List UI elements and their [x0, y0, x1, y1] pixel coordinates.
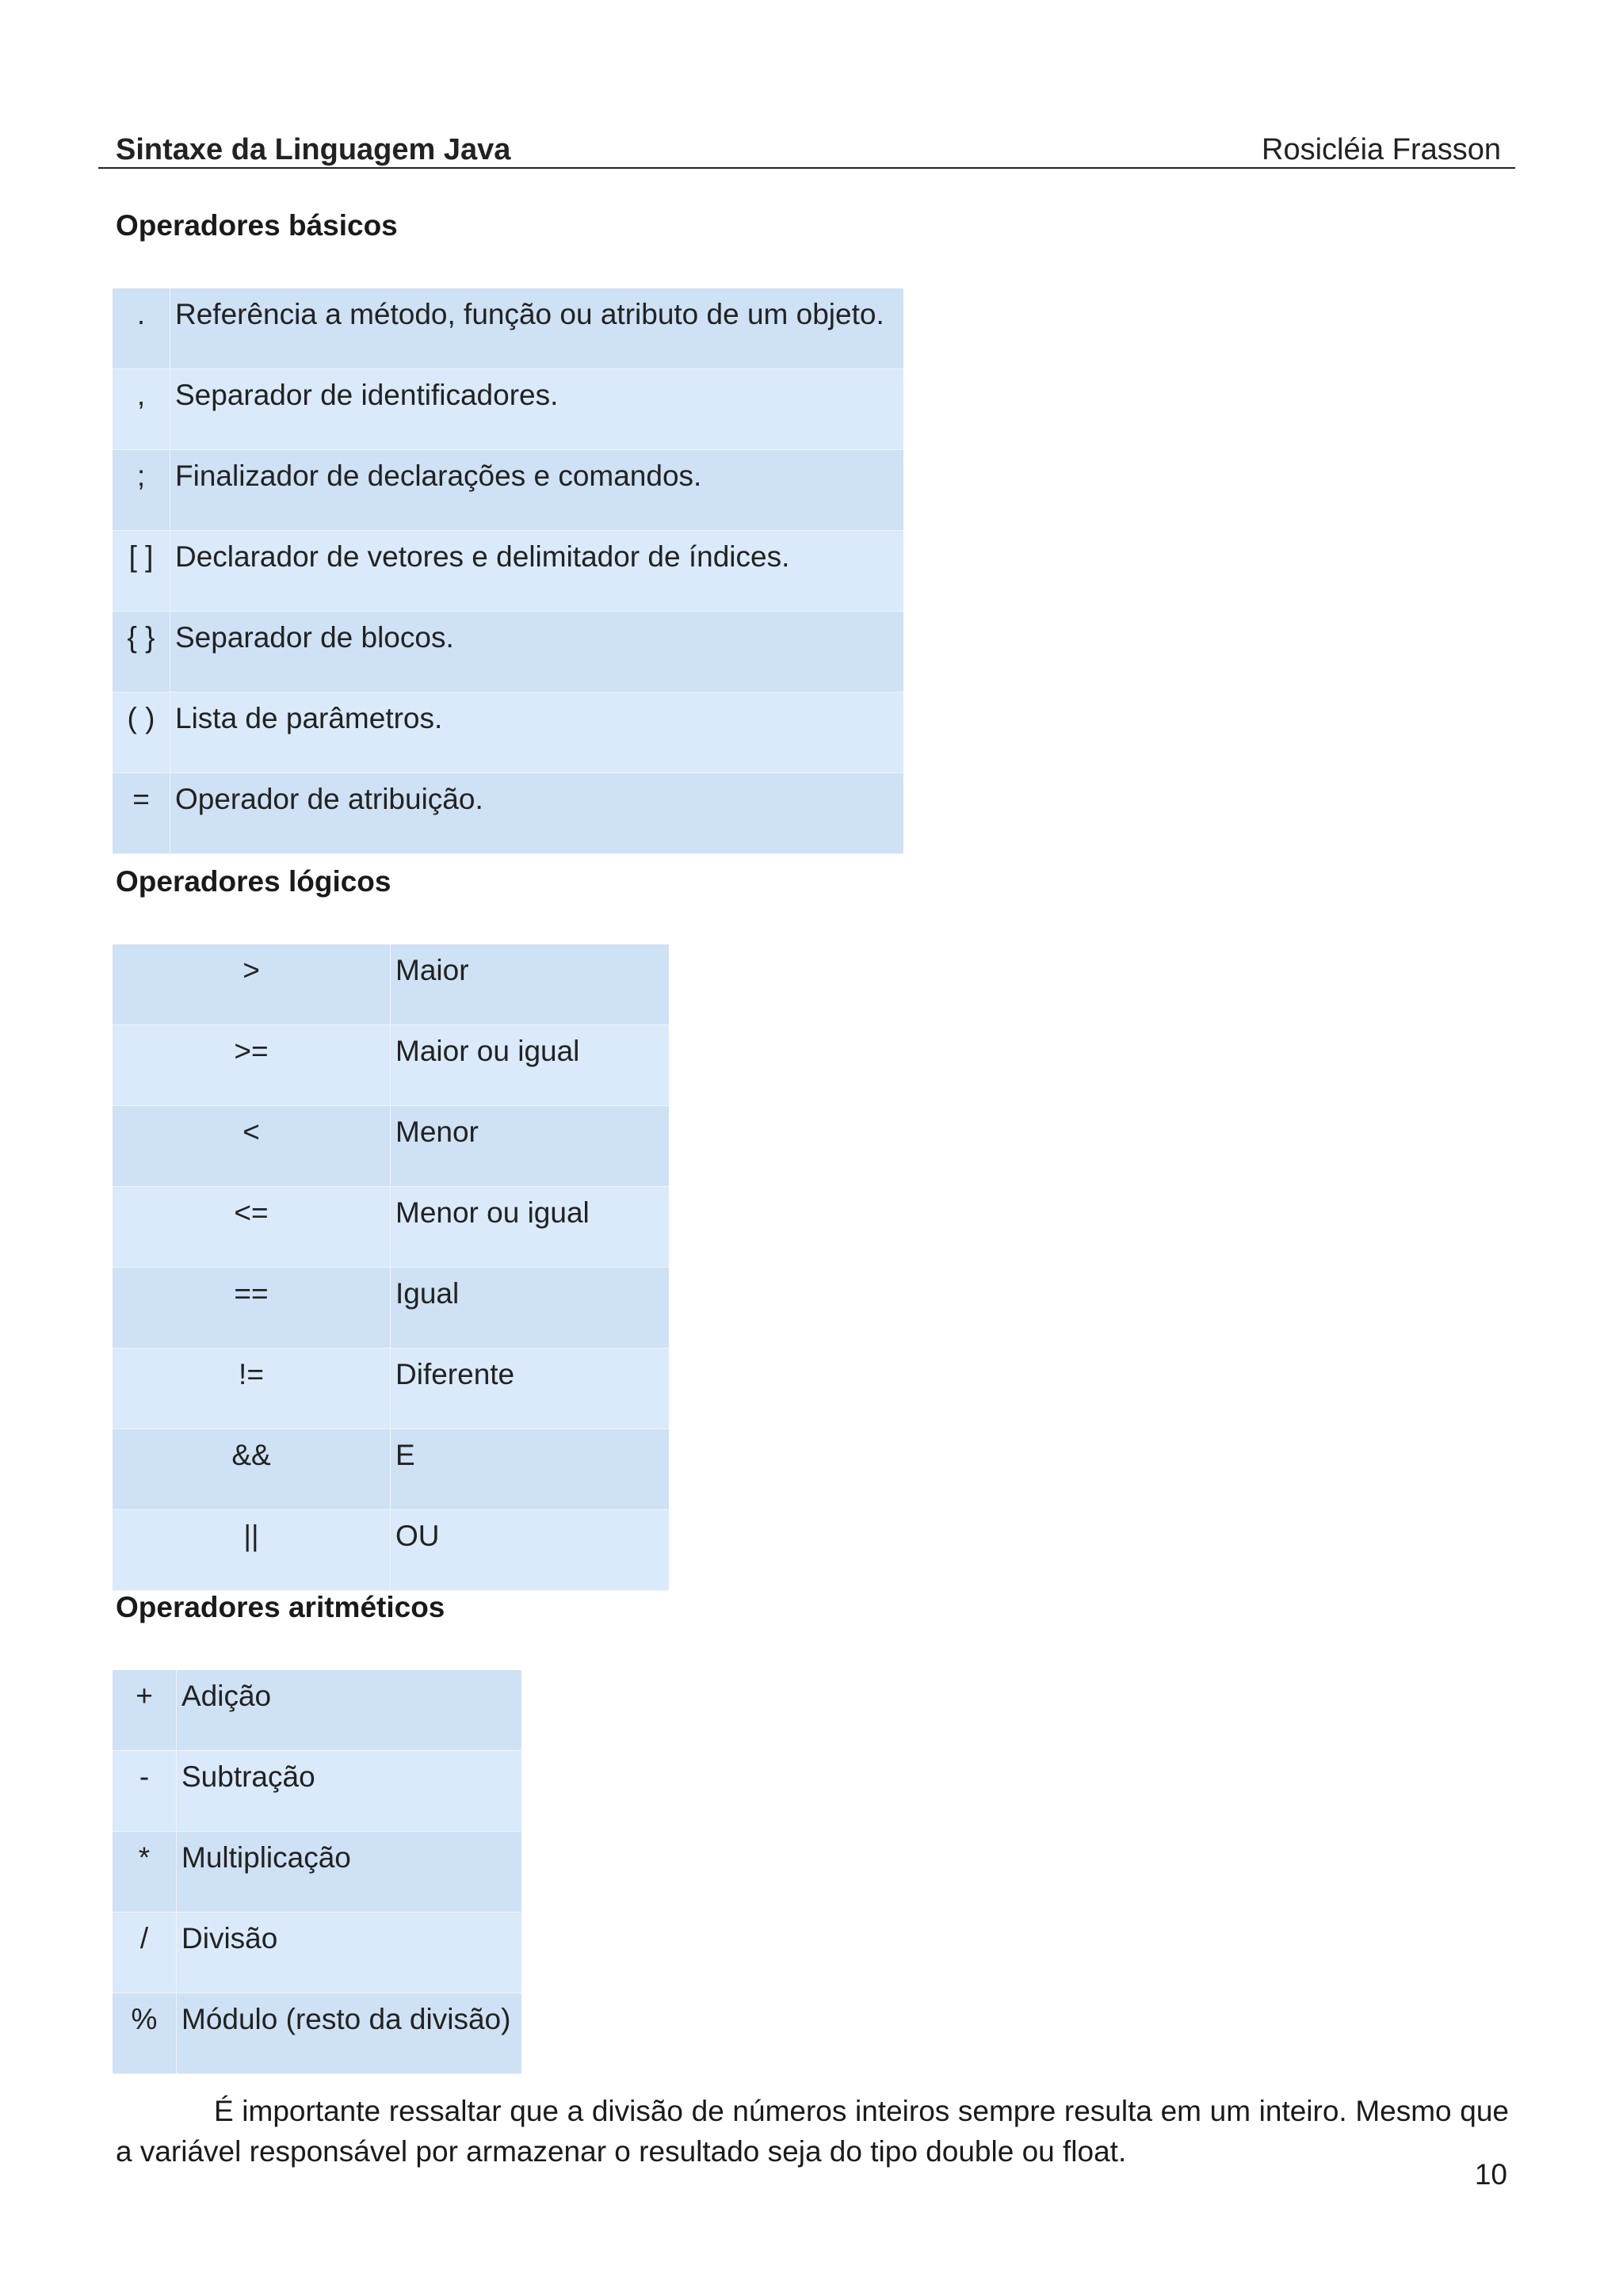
operator-description: Divisão [177, 1913, 522, 1993]
operator-row [113, 773, 903, 854]
logical-operators-body [113, 944, 669, 1591]
operator-row [113, 1106, 669, 1187]
operator-description: E [391, 1429, 670, 1510]
operator-description: OU [391, 1510, 670, 1591]
operator-description: Multiplicação [177, 1832, 522, 1913]
operator-symbol: [ ] [113, 531, 170, 612]
operator-description: Separador de blocos. [170, 612, 904, 692]
operator-description: Igual [391, 1268, 670, 1348]
operator-row [113, 692, 903, 773]
operator-row [113, 944, 669, 1025]
logical-operators-title: Operadores lógicos [116, 865, 391, 898]
operator-row [113, 1832, 521, 1913]
operator-symbol: ( ) [113, 692, 170, 773]
operator-description: Finalizador de declarações e comandos. [170, 450, 904, 531]
arithmetic-operators-table [113, 1670, 521, 2074]
operator-row [113, 1993, 521, 2074]
operator-description: Operador de atribuição. [170, 773, 904, 854]
operator-row [113, 531, 903, 612]
header-title: Sintaxe da Linguagem Java [116, 133, 511, 166]
header-author: Rosicléia Frasson [1262, 133, 1501, 166]
operator-description: Subtração [177, 1751, 522, 1832]
operator-row [113, 612, 903, 692]
operator-row [113, 1268, 669, 1348]
operator-description: Módulo (resto da divisão) [177, 1993, 522, 2074]
operator-row [113, 1025, 669, 1106]
basic-operators-title: Operadores básicos [116, 209, 398, 242]
header-divider [98, 167, 1515, 169]
operator-row [113, 1670, 521, 1751]
operator-description: Adição [177, 1670, 522, 1751]
operator-symbol: * [113, 1832, 177, 1913]
operator-description: Maior ou igual [391, 1025, 670, 1106]
page-number: 10 [1474, 2158, 1507, 2191]
operator-symbol: >= [113, 1025, 391, 1106]
operator-symbol: || [113, 1510, 391, 1591]
operator-symbol: <= [113, 1187, 391, 1268]
operator-description: Declarador de vetores e delimitador de índices. [170, 531, 904, 612]
operator-symbol: && [113, 1429, 391, 1510]
operator-symbol: { } [113, 612, 170, 692]
body-paragraph: É importante ressaltar que a divisão de números inteiros sempre resulta em um inteiro. Mesmo que a variável responsável por armazenar o resultado seja do tipo double ou float. [116, 2095, 1509, 2168]
operator-symbol: % [113, 1993, 177, 2074]
arithmetic-operators-title: Operadores aritméticos [116, 1591, 445, 1623]
operator-description: Separador de identificadores. [170, 369, 904, 450]
operator-symbol: > [113, 944, 391, 1025]
operator-description: Menor [391, 1106, 670, 1187]
operator-symbol: != [113, 1348, 391, 1429]
operator-row [113, 369, 903, 450]
operator-symbol: = [113, 773, 170, 854]
basic-operators-table [113, 288, 903, 854]
operator-row [113, 1751, 521, 1832]
operator-row [113, 1348, 669, 1429]
operator-row [113, 1913, 521, 1993]
operator-symbol: + [113, 1670, 177, 1751]
operator-symbol: , [113, 369, 170, 450]
operator-description: Maior [391, 944, 670, 1025]
operator-row [113, 1187, 669, 1268]
operator-row [113, 288, 903, 369]
operator-symbol: / [113, 1913, 177, 1993]
operator-row [113, 1429, 669, 1510]
operator-description: Menor ou igual [391, 1187, 670, 1268]
logical-operators-table [113, 944, 669, 1591]
arithmetic-operators-body [113, 1670, 521, 2074]
operator-symbol: == [113, 1268, 391, 1348]
basic-operators-body [113, 288, 903, 854]
operator-symbol: < [113, 1106, 391, 1187]
operator-description: Lista de parâmetros. [170, 692, 904, 773]
operator-symbol: ; [113, 450, 170, 531]
operator-row [113, 1510, 669, 1591]
operator-description: Referência a método, função ou atributo de um objeto. [170, 288, 904, 369]
operator-symbol: - [113, 1751, 177, 1832]
operator-symbol: . [113, 288, 170, 369]
operator-row [113, 450, 903, 531]
operator-description: Diferente [391, 1348, 670, 1429]
